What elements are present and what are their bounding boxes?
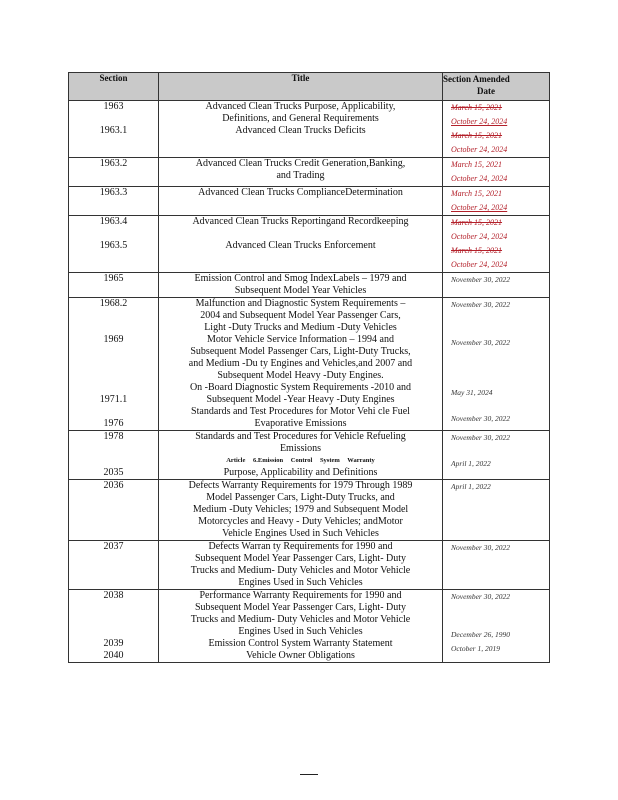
date-cell [443, 431, 550, 480]
date-cell [443, 216, 550, 273]
table-header-row [69, 73, 550, 101]
title-line: Malfunction and Diagnostic System Requirements – [195, 298, 406, 309]
title-line: Model Passenger Cars, Light-Duty Trucks, and [206, 492, 395, 503]
section-number: 2036 [103, 480, 124, 491]
title-line: Subsequent Model Year Passenger Cars, Light- Duty [194, 602, 407, 613]
article-heading: Article 6.Emission Control System Warranty [226, 457, 375, 464]
section-number: 2038 [103, 590, 124, 601]
page-footer-rule [300, 774, 318, 775]
section-cell [69, 187, 159, 216]
title-line: Advanced Clean Trucks Credit Generation,Banking, [195, 158, 406, 169]
amended-date: October 24, 2024 [451, 174, 508, 183]
header-date-line1: Section Amended [443, 74, 510, 84]
section-number: 1963.3 [99, 187, 128, 198]
amended-date: October 24, 2024 [451, 203, 508, 212]
section-number: 1968.2 [99, 298, 128, 309]
section-number: 2040 [103, 650, 124, 661]
title-line: Advanced Clean Trucks Purpose, Applicability, [205, 101, 396, 112]
title-line: Trucks and Medium- Duty Vehicles and Motor Vehicle [190, 614, 411, 625]
title-line: Subsequent Model -Year Heavy -Duty Engines [206, 394, 395, 405]
amended-date: March 15, 2021 [451, 189, 503, 198]
section-number: 1969 [103, 334, 124, 345]
title-line: and Trading [276, 170, 325, 181]
table-row [69, 216, 550, 273]
title-cell [159, 273, 443, 298]
section-number: 1978 [103, 431, 124, 442]
title-line: On -Board Diagnostic System Requirements -2010 and [189, 382, 412, 393]
title-line: Vehicle Owner Obligations [246, 650, 355, 661]
header-amended-date [443, 73, 550, 101]
amended-date-struck: March 15, 2021 [451, 246, 503, 255]
title-line: Trucks and Medium- Duty Vehicles and Motor Vehicle [190, 565, 411, 576]
title-line: Light -Duty Trucks and Medium -Duty Vehicles [204, 322, 397, 333]
amended-date: November 30, 2022 [451, 300, 510, 309]
amended-date: May 31, 2024 [451, 388, 493, 397]
amended-date: April 1, 2022 [451, 459, 491, 468]
title-line: Performance Warranty Requirements for 1990 and [199, 590, 402, 601]
title-cell [159, 541, 443, 590]
title-line: Subsequent Model Passenger Cars, Light-Duty Trucks, [190, 346, 411, 357]
title-line: and Medium -Du ty Engines and Vehicles,and 2007 and [188, 358, 413, 369]
title-line: Advanced Clean Trucks Deficits [235, 125, 366, 136]
title-line: Emission Control System Warranty Statement [208, 638, 393, 649]
section-cell [69, 298, 159, 431]
title-line: Defects Warranty Requirements for 1979 Through 1989 [188, 480, 413, 491]
date-cell [443, 158, 550, 187]
amended-date: October 24, 2024 [451, 232, 508, 241]
title-line: Evaporative Emissions [254, 418, 347, 429]
date-cell [443, 101, 550, 158]
title-cell [159, 187, 443, 216]
title-line: Emission Control and Smog IndexLabels – 1979 and [194, 273, 407, 284]
title-cell [159, 480, 443, 541]
date-cell [443, 590, 550, 663]
section-number: 1963.4 [99, 216, 128, 227]
amended-date: October 24, 2024 [451, 117, 508, 126]
section-cell [69, 480, 159, 541]
title-line: Emissions [279, 443, 322, 454]
title-line: Motorcycles and Heavy - Duty Vehicles; andMotor [198, 516, 403, 527]
header-title: Title [159, 73, 443, 101]
amended-date-struck: March 15, 2021 [451, 103, 503, 112]
title-line: Standards and Test Procedures for Vehicle Refueling [195, 431, 406, 442]
section-cell [69, 158, 159, 187]
title-line: Vehicle Engines Used in Such Vehicles [222, 528, 379, 539]
title-cell [159, 590, 443, 663]
table-row [69, 187, 550, 216]
date-cell [443, 541, 550, 590]
title-line: Standards and Test Procedures for Motor Vehi cle Fuel [191, 406, 410, 417]
title-line: Medium -Duty Vehicles; 1979 and Subsequent Model [192, 504, 409, 515]
table-row [69, 298, 550, 431]
section-cell [69, 590, 159, 663]
section-number: 2035 [103, 467, 124, 478]
section-cell [69, 541, 159, 590]
section-number: 2039 [103, 638, 124, 649]
amended-date: October 1, 2019 [451, 644, 500, 653]
title-line: 2004 and Subsequent Model Year Passenger Cars, [200, 310, 401, 321]
section-cell [69, 431, 159, 480]
section-number: 1965 [103, 273, 124, 284]
amended-date: November 30, 2022 [451, 338, 510, 347]
amended-date: March 15, 2021 [451, 160, 503, 169]
table-row [69, 158, 550, 187]
header-date-line2: Date [477, 86, 495, 96]
title-line: Subsequent Model Year Vehicles [234, 285, 367, 296]
title-line: Advanced Clean Trucks Enforcement [225, 240, 376, 251]
date-cell [443, 187, 550, 216]
title-line: Definitions, and General Requirements [222, 113, 379, 124]
section-cell [69, 101, 159, 158]
section-number: 1963.5 [99, 240, 128, 251]
title-line: Defects Warran ty Requirements for 1990 and [208, 541, 393, 552]
amended-date: November 30, 2022 [451, 592, 510, 601]
section-cell [69, 273, 159, 298]
section-cell [69, 216, 159, 273]
amended-date: November 30, 2022 [451, 543, 510, 552]
title-line: Motor Vehicle Service Information – 1994 and [207, 334, 394, 345]
table-row [69, 480, 550, 541]
title-line: Engines Used in Such Vehicles [238, 626, 363, 637]
amended-date: November 30, 2022 [451, 414, 510, 423]
section-number: 2037 [103, 541, 124, 552]
title-cell [159, 431, 443, 480]
sections-table [68, 72, 550, 663]
date-cell [443, 480, 550, 541]
title-line: Purpose, Applicability and Definitions [223, 467, 378, 478]
title-line: Advanced Clean Trucks ComplianceDetermination [198, 187, 403, 198]
header-section: Section [69, 73, 159, 101]
amended-date-struck: March 15, 2021 [451, 218, 503, 227]
amended-date: November 30, 2022 [451, 275, 510, 284]
table-row [69, 431, 550, 480]
amended-date: April 1, 2022 [451, 482, 491, 491]
section-number: 1963 [103, 101, 124, 112]
section-number: 1963.1 [99, 125, 128, 136]
title-cell [159, 101, 443, 158]
table-row [69, 541, 550, 590]
date-cell [443, 298, 550, 431]
title-line: Advanced Clean Trucks Reportingand Recordkeeping [192, 216, 409, 227]
amended-date: November 30, 2022 [451, 433, 510, 442]
amended-date: October 24, 2024 [451, 145, 508, 154]
amended-date-struck: March 15, 2021 [451, 131, 503, 140]
section-number: 1963.2 [99, 158, 128, 169]
table-row [69, 101, 550, 158]
table-row [69, 273, 550, 298]
title-line: Engines Used in Such Vehicles [238, 577, 363, 588]
section-number: 1971.1 [99, 394, 128, 405]
table-row [69, 590, 550, 663]
title-cell [159, 298, 443, 431]
title-cell [159, 158, 443, 187]
amended-date: December 26, 1990 [451, 630, 510, 639]
title-cell [159, 216, 443, 273]
amended-date: October 24, 2024 [451, 260, 508, 269]
title-line: Subsequent Model Year Passenger Cars, Light- Duty [194, 553, 407, 564]
title-line: Subsequent Model Heavy -Duty Engines. [217, 370, 384, 381]
date-cell [443, 273, 550, 298]
section-number: 1976 [103, 418, 124, 429]
